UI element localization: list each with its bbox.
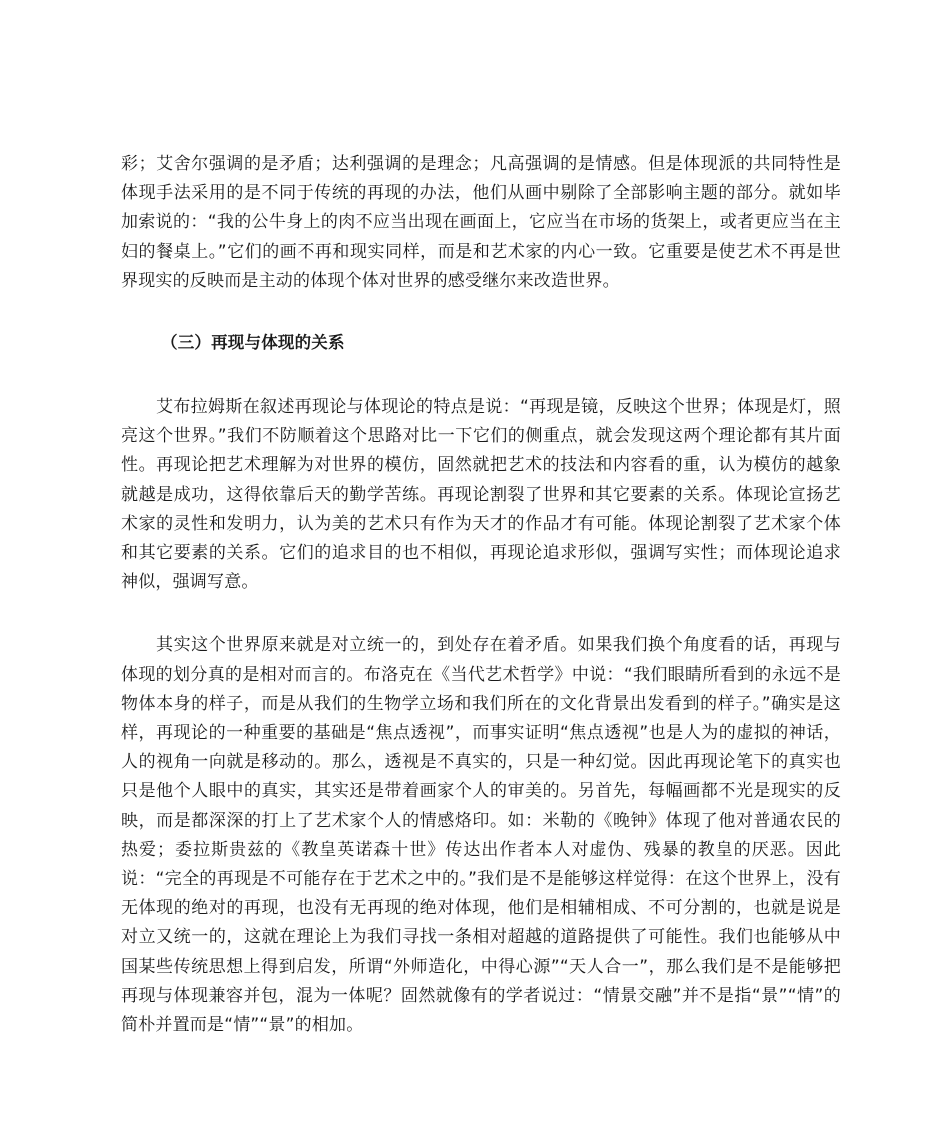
document-page [121,150,841,1040]
paragraph-3: 其实这个世界原来就是对立统一的，到处存在着矛盾。如果我们换个角度看的话，再现与体现的划分真的是相对而言的。布洛克在《当代艺术哲学》中说：“我们眼睛所看到的永远不是物体本身的样子，而是从我们的生物学立场和我们所在的文化背景出发看到的样子。”确实是这样，再现论的一种重要的基础是“焦点透视”，而事实证明“焦点透视”也是人为的虚拟的神话，人的视角一向就是移动的。那么，透视是不真实的，只是一种幻觉。因此再现论笔下的真实也只是他个人眼中的真实，其实还是带着画家个人的审美的。另首先，每幅画都不光是现实的反映，而是都深深的打上了艺术家个人的情感烙印。如：米勒的《晚钟》体现了他对普通农民的热爱；委拉斯贵兹的《教皇英诺森十世》传达出作者本人对虚伪、残暴的教皇的厌恶。因此说：“完全的再现是不可能存在于艺术之中的。”我们是不是能够这样觉得：在这个世界上，没有无体现的绝对的再现，也没有无再现的绝对体现，他们是相辅相成、不可分割的，也就是说是对立又统一的，这就在理论上为我们寻找一条相对超越的道路提供了可能性。我们也能够从中国某些传统思想上得到启发，所谓“外师造化，中得心源”“天人合一”，那么我们是不是能够把再现与体现兼容并包，混为一体呢？固然就像有的学者说过：“情景交融”并不是指“景”“情”的简朴并置而是“情”“景”的相加。 [121,635,841,1036]
paragraph-2: 艾布拉姆斯在叙述再现论与体现论的特点是说：“再现是镜，反映这个世界；体现是灯，照亮这个世界。”我们不防顺着这个思路对比一下它们的侧重点，就会发现这两个理论都有其片面性。再现论把艺术理解为对世界的模仿，固然就把艺术的技法和内容看的重，认为模仿的越象就越是成功，这得依靠后天的勤学苦练。再现论割裂了世界和其它要素的关系。体现论宣扬艺术家的灵性和发明力，认为美的艺术只有作为天才的作品才有可能。体现论割裂了艺术家个体和其它要素的关系。它们的追求目的也不相似，再现论追求形似，强调写实性；而体现论追求神似，强调写意。 [121,397,841,593]
section-heading: （三）再现与体现的关系 [161,333,345,353]
paragraph-1: 彩；艾舍尔强调的是矛盾；达利强调的是理念；凡高强调的是情感。但是体现派的共同特性是体现手法采用的是不同于传统的再现的办法，他们从画中剔除了全部影响主题的部分。就如毕加索说的：“我的公牛身上的肉不应当出现在画面上，它应当在市场的货架上，或者更应当在主妇的餐桌上。”它们的画不再和现实同样，而是和艺术家的内心一致。它重要是使艺术不再是世界现实的反映而是主动的体现个体对世界的感受继尔来改造世界。 [121,154,841,291]
